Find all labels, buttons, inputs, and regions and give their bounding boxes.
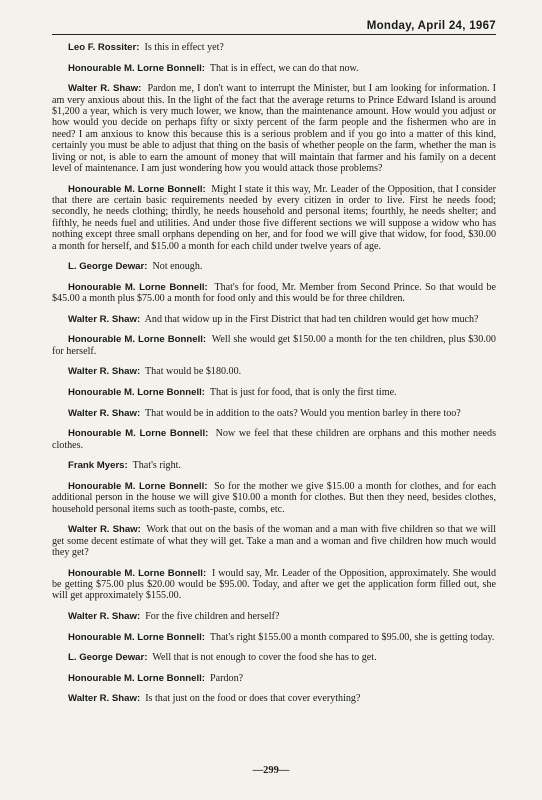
speaker-name: Honourable M. Lorne Bonnell:	[68, 480, 208, 492]
header-date: Monday, April 24, 1967	[366, 20, 496, 32]
speech-text: That's right $155.00 a month compared to $95.00, she is getting today.	[209, 631, 495, 643]
speaker-name: Leo F. Rossiter:	[68, 42, 140, 53]
speaker-name: Frank Myers:	[68, 460, 128, 472]
speech-text: That's for food, Mr. Member from Second Prince. So that would be $45.00 a month plus $75.00 a month for food only and this would be for three children.	[52, 281, 496, 305]
page-number: —299—	[252, 765, 290, 776]
speech-text: Not enough.	[152, 261, 203, 273]
transcript-paragraph	[52, 428, 496, 451]
speech-text: That would be in addition to the oats? Would you mention barley in there too?	[145, 407, 461, 419]
speech-text: Is that just on the food or does that cover everything?	[145, 693, 361, 705]
speaker-name: Honourable M. Lorne Bonnell:	[68, 62, 205, 74]
transcript-paragraph	[52, 387, 496, 398]
speaker-name: Walter R. Shaw:	[68, 313, 141, 325]
speaker-name: Honourable M. Lorne Bonnell:	[68, 387, 205, 399]
transcript-paragraph	[52, 314, 496, 325]
transcript-paragraph	[52, 42, 496, 53]
speaker-name: Honourable M. Lorne Bonnell:	[68, 334, 207, 346]
transcript-paragraph	[52, 632, 496, 643]
speaker-name: Walter R. Shaw:	[68, 366, 141, 378]
transcript-paragraph	[52, 282, 496, 305]
speech-text: Might I state it this way, Mr. Leader of the Opposition, that I consider that there are certain basic requirements needed by every citizen in order to live. First he needs food; secondly, he needs clothing; thirdly, he needs household and personal items; fourthly, he needs shelter; and fifthly, he needs fuel and utilities. And under those five different sections we will suppose a widow who has nothing except three small orphans depending on her, and for food we will give that widow, for food, $30.00 a month for herself, and $15.00 a month for each child under twelve years of age.	[52, 183, 496, 252]
speech-text: Well she would get $150.00 a month for the ten children, plus $30.00 for herself.	[52, 334, 496, 357]
speaker-name: Walter R. Shaw:	[68, 611, 141, 623]
speaker-name: Walter R. Shaw:	[68, 407, 141, 419]
transcript-paragraph	[52, 63, 496, 74]
speech-text: That's right.	[132, 460, 181, 472]
transcript-paragraph	[52, 184, 496, 252]
speech-text: Now we feel that these children are orphans and this mother needs clothes.	[52, 428, 497, 451]
transcript-body	[52, 42, 496, 714]
transcript-paragraph	[52, 673, 496, 684]
speaker-name: Honourable M. Lorne Bonnell:	[68, 428, 209, 440]
transcript-paragraph	[52, 334, 496, 357]
speech-text: And that widow up in the First District that had ten children would get how much?	[144, 313, 479, 325]
transcript-paragraph	[52, 261, 496, 272]
transcript-paragraph	[52, 460, 496, 471]
speech-text: So for the mother we give $15.00 a month for clothes, and for each additional person in the house we will give $10.00 a month for clothes. But then they need, besides clothes, household personal items such as tooth-paste, combs, etc.	[52, 480, 496, 515]
transcript-paragraph	[52, 693, 496, 704]
transcript-paragraph	[52, 568, 496, 602]
speech-text: That is just for food, that is only the first time.	[209, 387, 397, 399]
speech-text: Well that is not enough to cover the food she has to get.	[152, 652, 377, 664]
transcript-paragraph	[52, 481, 496, 515]
transcript-paragraph	[52, 652, 496, 663]
transcript-paragraph	[52, 408, 496, 419]
page-header	[52, 19, 496, 35]
speaker-name: L. George Dewar:	[68, 652, 148, 664]
speaker-name: Honourable M. Lorne Bonnell:	[68, 567, 207, 579]
speaker-name: Honourable M. Lorne Bonnell:	[68, 631, 205, 643]
speech-text: For the five children and herself?	[145, 611, 280, 623]
speech-text: Pardon me, I don't want to interrupt the Minister, but I am looking for information. I am very anxious about this. In the light of the fact that the average returns to Prince Edward Island is around $1,200 a year, which is very much lower, we know, than the maintenance amount. How would you adjust or how would you decide on perhaps fifty or sixty percent of the farm people and the fishermen who are in need? I am anxious to know this because this is a serious problem and if you go into a matter of this kind, certainly you must be able to adjust that thing on the basis of whether people on the farm, whether the man is living or not, is able to earn the amount of money that will maintain that farmer and his family on a decent level of maintenance. I am just wondering how you would attack those problems?	[52, 83, 497, 175]
speaker-name: Walter R. Shaw:	[68, 524, 141, 536]
speaker-name: Honourable M. Lorne Bonnell:	[68, 281, 208, 293]
transcript-paragraph	[52, 83, 496, 174]
speech-text: That is in effect, we can do that now.	[209, 62, 359, 74]
speech-text: Work that out on the basis of the woman and a man with five children so that we will get some decent estimate of what they will get. Take a man and a woman and five children how much would they get?	[52, 524, 496, 559]
transcript-paragraph	[52, 524, 496, 558]
transcript-paragraph	[52, 611, 496, 622]
speaker-name: Walter R. Shaw:	[68, 693, 141, 705]
speech-text: That would be $180.00.	[145, 366, 242, 378]
speaker-name: Honourable M. Lorne Bonnell:	[68, 183, 206, 195]
speaker-name: Honourable M. Lorne Bonnell:	[68, 672, 205, 684]
speech-text: Pardon?	[210, 672, 244, 684]
speaker-name: Walter R. Shaw:	[68, 83, 142, 95]
speaker-name: L. George Dewar:	[68, 261, 148, 273]
speech-text: I would say, Mr. Leader of the Opposition, approximately. She would be getting $75.00 plus $20.00 would be $95.00. Today, and after we get the application form filled out, she will get approximately $155.00.	[52, 567, 496, 602]
transcript-paragraph	[52, 366, 496, 377]
speech-text: Is this in effect yet?	[144, 42, 224, 53]
